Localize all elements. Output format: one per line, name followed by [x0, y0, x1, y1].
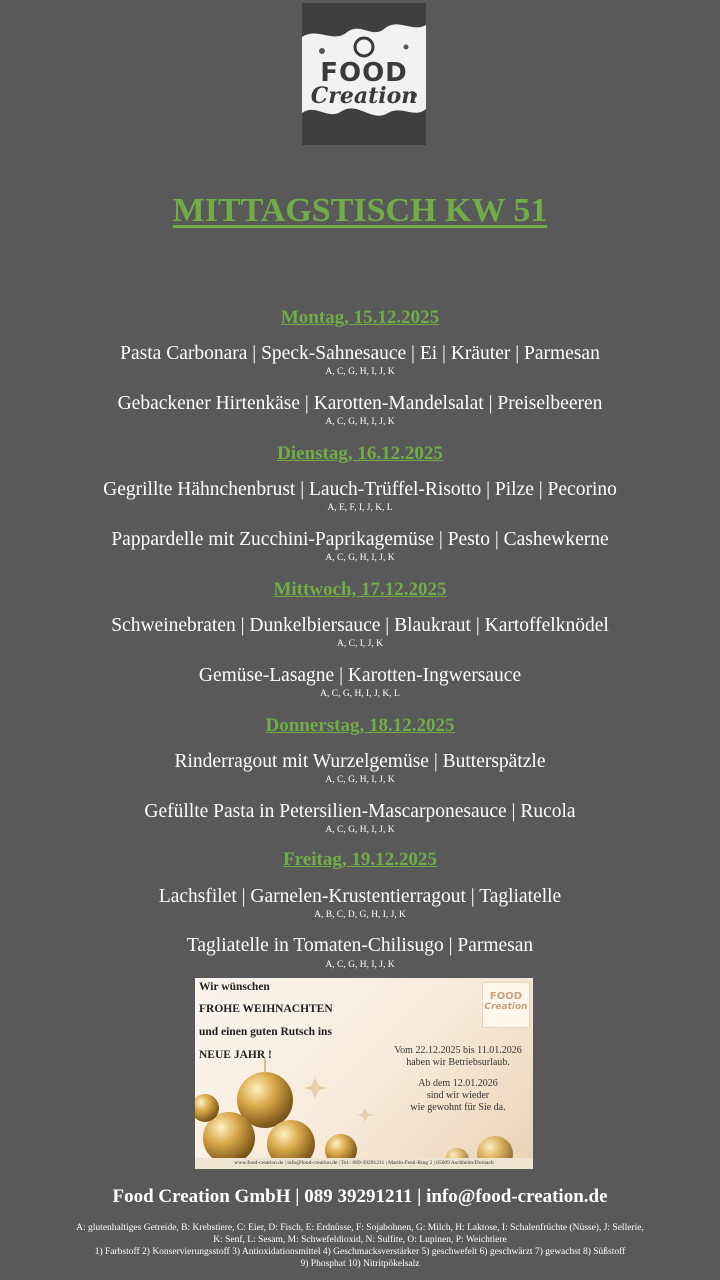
logo-text-food: FOOD	[320, 58, 408, 88]
banner-greeting-line: NEUE JAHR !	[199, 1049, 272, 1061]
banner-vacation-line: Vom 22.12.2025 bis 11.01.2026	[394, 1045, 522, 1056]
contact-line: Food Creation GmbH | 089 39291211 | info@food-creation.de	[112, 1186, 608, 1207]
dish-allergens: A, C, G, H, I, J, K	[325, 775, 395, 785]
banner-logo	[482, 982, 530, 1028]
dish-allergens: A, C, G, H, I, J, K, L	[320, 689, 400, 699]
dish-allergens: A, E, F, I, J, K, L	[327, 503, 393, 513]
dish-allergens: A, C, G, H, I, J, K	[325, 417, 395, 427]
dish-name: Gemüse-Lasagne | Karotten-Ingwersauce	[198, 665, 522, 686]
banner-logo-food: FOOD	[489, 991, 523, 1002]
dish-allergens: A, C, G, H, I, J, K	[325, 367, 395, 377]
dish-allergens: A, C, G, H, I, J, K	[325, 960, 395, 970]
banner-vacation-line: haben wir Betriebsurlaub.	[406, 1057, 510, 1068]
dish-name: Gegrillte Hähnchenbrust | Lauch-Trüffel-Risotto | Pilze | Pecorino	[103, 479, 617, 500]
dish-allergens: A, C, G, H, I, J, K	[325, 553, 395, 563]
banner-logo-creation: Creation	[484, 1002, 528, 1012]
dish-name: Tagliatelle in Tomaten-Chilisugo | Parmesan	[186, 935, 534, 956]
christmas-banner	[195, 978, 533, 1169]
dish-name: Pappardelle mit Zucchini-Paprikagemüse | Pesto | Cashewkerne	[111, 529, 609, 550]
day-heading-donnerstag: Donnerstag, 18.12.2025	[265, 715, 455, 736]
additives-legend-line: 9) Phosphat 10) Nitritpökelsalz	[300, 1259, 420, 1269]
logo-text-creation: Creation	[310, 83, 418, 109]
day-heading-dienstag: Dienstag, 16.12.2025	[277, 443, 443, 464]
banner-vacation-line: Ab dem 12.01.2026	[418, 1078, 498, 1089]
banner-footer: www.food-creation.de | info@food-creation.de | Tel.: 089-39291211 | Martin-Festl-Ring 2 | 85609 Aschheim/Dornach	[195, 1158, 533, 1169]
dish-name: Gebackener Hirtenkäse | Karotten-Mandelsalat | Preiselbeeren	[117, 393, 603, 414]
dish-name: Pasta Carbonara | Speck-Sahnesauce | Ei | Kräuter | Parmesan	[120, 343, 600, 364]
dish-allergens: A, B, C, D, G, H, I, J, K	[314, 910, 406, 920]
page-title: MITTAGSTISCH KW 51	[172, 192, 548, 229]
banner-vacation-line: wie gewohnt für Sie da.	[410, 1102, 506, 1113]
additives-legend-line: 1) Farbstoff 2) Konservierungsstoff 3) Antioxidationsmittel 4) Geschmacksverstärker 5) geschwefelt 6) geschwärzt 7) gewachst 8) Süßstoff	[94, 1247, 626, 1257]
banner-greeting-line: Wir wünschen	[199, 981, 270, 993]
dish-name: Lachsfilet | Garnelen-Krustentierragout | Tagliatelle	[158, 886, 562, 907]
banner-vacation-line: sind wir wieder	[426, 1090, 490, 1101]
dish-allergens: A, C, I, J, K	[337, 639, 383, 649]
dish-allergens: A, C, G, H, I, J, K	[325, 825, 395, 835]
day-heading-montag: Montag, 15.12.2025	[280, 307, 440, 328]
dish-name: Schweinebraten | Dunkelbiersauce | Blaukraut | Kartoffelknödel	[111, 615, 609, 636]
allergen-legend-line: K: Senf, L: Sesam, M: Schwefeldioxid, N: Sulfite, O: Lupinen, P: Weichtiere	[213, 1235, 507, 1245]
day-heading-freitag: Freitag, 19.12.2025	[283, 849, 437, 870]
dish-name: Rinderragout mit Wurzelgemüse | Butterspätzle	[174, 751, 546, 772]
allergen-legend-line: A: glutenhaltiges Getreide, B: Krebstiere, C: Eier, D: Fisch, E: Erdnüsse, F: Sojabohnen, G: Milch, H: Laktose, I: Schalenfrüchte (Nüsse), J: Sellerie,	[76, 1223, 644, 1233]
food-creation-logo	[302, 3, 426, 145]
banner-greeting-line: FROHE WEIHNACHTEN	[199, 1003, 333, 1015]
banner-greeting-line: und einen guten Rutsch ins	[199, 1026, 332, 1038]
dish-name: Gefüllte Pasta in Petersilien-Mascarponesauce | Rucola	[144, 801, 576, 822]
day-heading-mittwoch: Mittwoch, 17.12.2025	[273, 579, 447, 600]
